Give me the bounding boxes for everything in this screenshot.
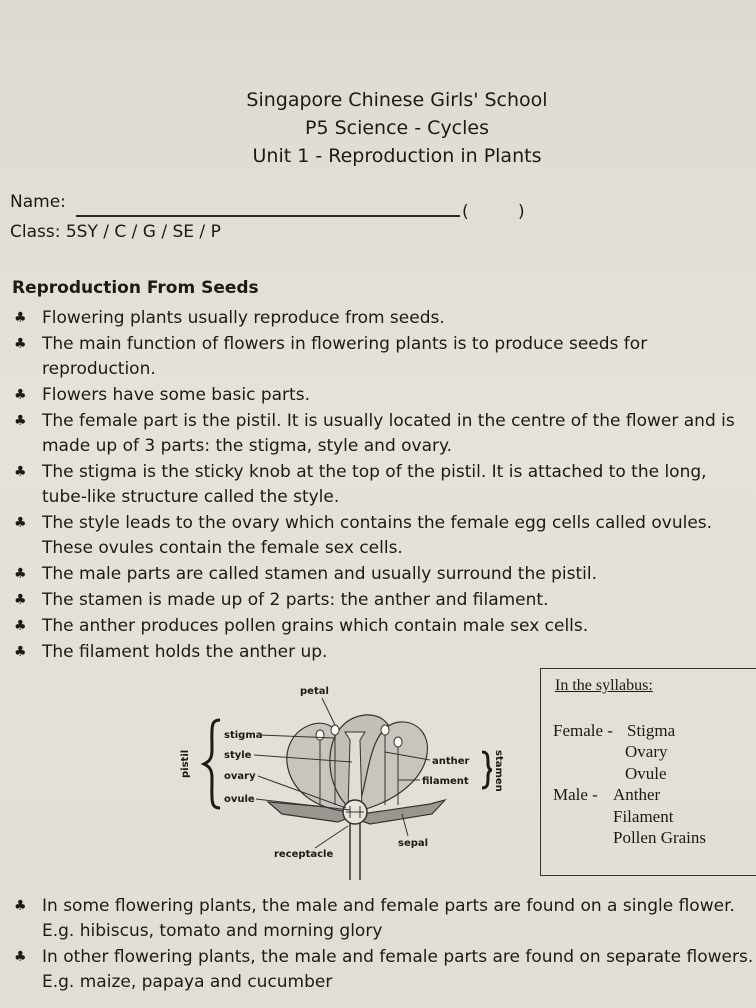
club-bullet-icon: ♣ — [14, 336, 27, 352]
syllabus-box — [540, 668, 756, 876]
list-item: ♣ The stigma is the sticky knob at the top of the pistil. It is attached to the long, tube-like structure called the style. — [14, 462, 707, 507]
filament-label: filament — [422, 776, 469, 787]
club-bullet-icon: ♣ — [14, 644, 27, 660]
list-item: ♣ Flowers have some basic parts. — [14, 383, 754, 408]
school-name: Singapore Chinese Girls' School — [246, 89, 548, 111]
club-bullet-icon: ♣ — [14, 387, 27, 403]
list-item: ♣ In other flowering plants, the male and female parts are found on separate flowers. E.g. maize, papaya and cucumber — [14, 947, 754, 992]
male-label: Male - — [553, 785, 598, 804]
club-bullet-icon: ♣ — [14, 898, 27, 914]
list-item: ♣ The main function of flowers in flowering plants is to produce seeds for reproduction. — [14, 334, 648, 379]
flower-diagram — [170, 680, 530, 880]
club-bullet-icon: ♣ — [14, 413, 27, 429]
section-title: Reproduction From Seeds — [12, 278, 259, 298]
female-item: Ovule — [625, 764, 667, 783]
list-item: ♣ Flowering plants usually reproduce from seeds. — [14, 306, 754, 331]
club-bullet-icon: ♣ — [14, 464, 27, 480]
stigma-label: stigma — [224, 730, 263, 741]
club-bullet-icon: ♣ — [14, 949, 27, 965]
worksheet-header — [0, 86, 756, 170]
club-bullet-icon: ♣ — [14, 618, 27, 634]
style-label: style — [224, 750, 252, 761]
bullet-list-after — [14, 894, 754, 996]
club-bullet-icon: ♣ — [14, 310, 27, 326]
petal-label: petal — [300, 686, 329, 697]
receptacle-label: receptacle — [274, 849, 334, 860]
sepal-label: sepal — [398, 838, 429, 849]
list-item: ♣ The male parts are called stamen and usually surround the pistil. — [14, 562, 754, 587]
male-item: Filament — [613, 807, 674, 826]
subject-title: P5 Science - Cycles — [305, 117, 489, 139]
unit-title: Unit 1 - Reproduction in Plants — [252, 145, 542, 167]
list-item: ♣ The female part is the pistil. It is usually located in the centre of the flower and is made up of 3 parts: the stigma, style and ovary. — [14, 411, 735, 456]
name-blank-line — [76, 215, 460, 217]
list-item: ♣ The anther produces pollen grains which contain male sex cells. — [14, 614, 754, 639]
index-paren-close: ) — [518, 202, 525, 222]
class-label: Class: 5SY / C / G / SE / P — [10, 222, 221, 242]
male-item: Anther — [613, 785, 661, 804]
list-item: ♣ The stamen is made up of 2 parts: the anther and filament. — [14, 588, 754, 613]
female-label: Female - — [553, 721, 613, 740]
ovary-label: ovary — [224, 771, 256, 782]
syllabus-title: In the syllabus: — [555, 677, 653, 694]
anther-label: anther — [432, 756, 470, 767]
female-item: Ovary — [625, 742, 668, 761]
pistil-label: pistil — [180, 749, 191, 778]
ovule-label: ovule — [224, 794, 255, 805]
stamen-label: stamen — [493, 750, 504, 792]
name-label: Name: — [10, 192, 66, 212]
club-bullet-icon: ♣ — [14, 515, 27, 531]
bullet-list — [14, 306, 754, 666]
club-bullet-icon: ♣ — [14, 592, 27, 608]
male-item: Pollen Grains — [613, 828, 707, 847]
list-item: ♣ In some flowering plants, the male and female parts are found on a single flower. E.g. hibiscus, tomato and morning glory — [14, 896, 735, 941]
female-item: Stigma — [627, 721, 676, 740]
list-item: ♣ The filament holds the anther up. — [14, 640, 754, 665]
list-item: ♣ The style leads to the ovary which contains the female egg cells called ovules. These ovules contain the female sex cells. — [14, 513, 713, 558]
index-paren-open: ( — [462, 202, 469, 222]
flower-diagram-icon — [170, 680, 530, 880]
club-bullet-icon: ♣ — [14, 566, 27, 582]
